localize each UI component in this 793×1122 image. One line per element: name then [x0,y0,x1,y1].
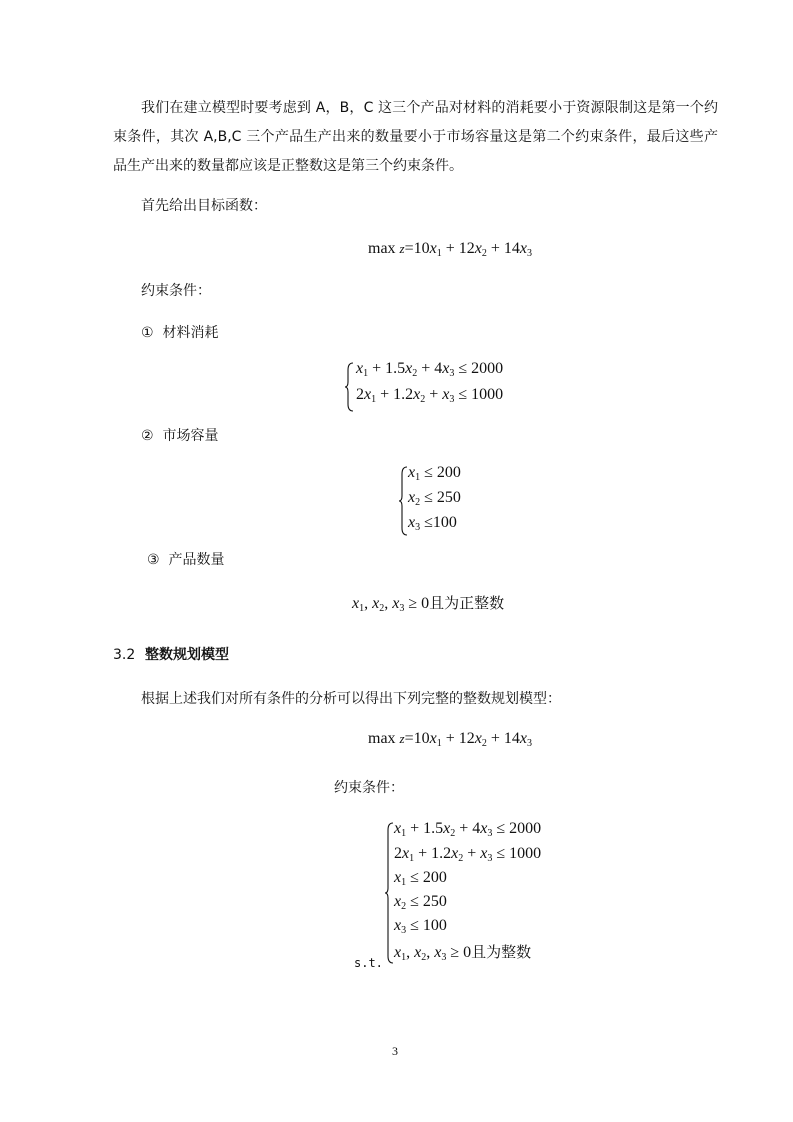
item-market: ② 市场容量 [141,428,219,444]
constraints-label-2: 约束条件： [334,780,404,796]
objective-function-2: $\max z=10x_1 + 12x_2 + 14x_3$ [368,730,533,749]
quantity-constraint: $x_1$, $x_2$, $x_3 \ge 0$且为正整数 [352,594,505,614]
material-line-1: $x_1 + 1.5x_2 + 4x_3 \le 2000$ [356,360,504,379]
item-quantity: ③ 产品数量 [147,552,225,568]
full-model-constraints [384,820,554,966]
page-number: 3 [392,1044,398,1058]
full-line-4: $x_2 \le 250$ [394,893,447,912]
objective-intro: 首先给出目标函数： [141,198,267,214]
material-line-2: $2x_1 + 1.2x_2 + x_3 \le 1000$ [356,386,504,405]
market-line-1: $x_1 \le 200$ [408,464,461,483]
objective-function: $\max z=10x_1 + 12x_2 + 14x_3$ [368,240,533,259]
full-line-1: $x_1 + 1.5x_2 + 4x_3 \le 2000$ [394,820,542,839]
model-intro: 根据上述我们对所有条件的分析可以得出下列完整的整数规划模型： [141,691,561,707]
full-line-6: $x_1$, $x_2$, $x_3 \ge 0$且为整数 [394,943,532,963]
brace-icon [398,466,408,536]
market-constraints [398,464,518,538]
material-constraints [344,360,544,412]
brace-icon [344,362,354,412]
constraints-label: 约束条件： [141,283,211,299]
brace-icon [384,822,394,964]
full-line-3: $x_1 \le 200$ [394,869,447,888]
full-line-2: $2x_1 + 1.2x_2 + x_3 \le 1000$ [394,845,542,864]
intro-paragraph: 我们在建立模型时要考虑到 A，B，C 这三个产品对材料的消耗要小于资源限制这是第一个约束条件，其次 A,B,C 三个产品生产出来的数量要小于市场容量这是第二个约束条件，最后这些产品生产出来的数量都应该是正整数这是第三个约束条件。 [113,100,718,174]
section-heading: 3.2 整数规划模型 [113,647,230,663]
market-line-2: $x_2 \le 250$ [408,489,461,508]
st-label: s.t. [354,956,383,970]
full-line-5: $x_3 \le 100$ [394,917,447,936]
market-line-3: $x_3 \le 100$ [408,514,457,533]
item-material: ① 材料消耗 [141,325,219,341]
